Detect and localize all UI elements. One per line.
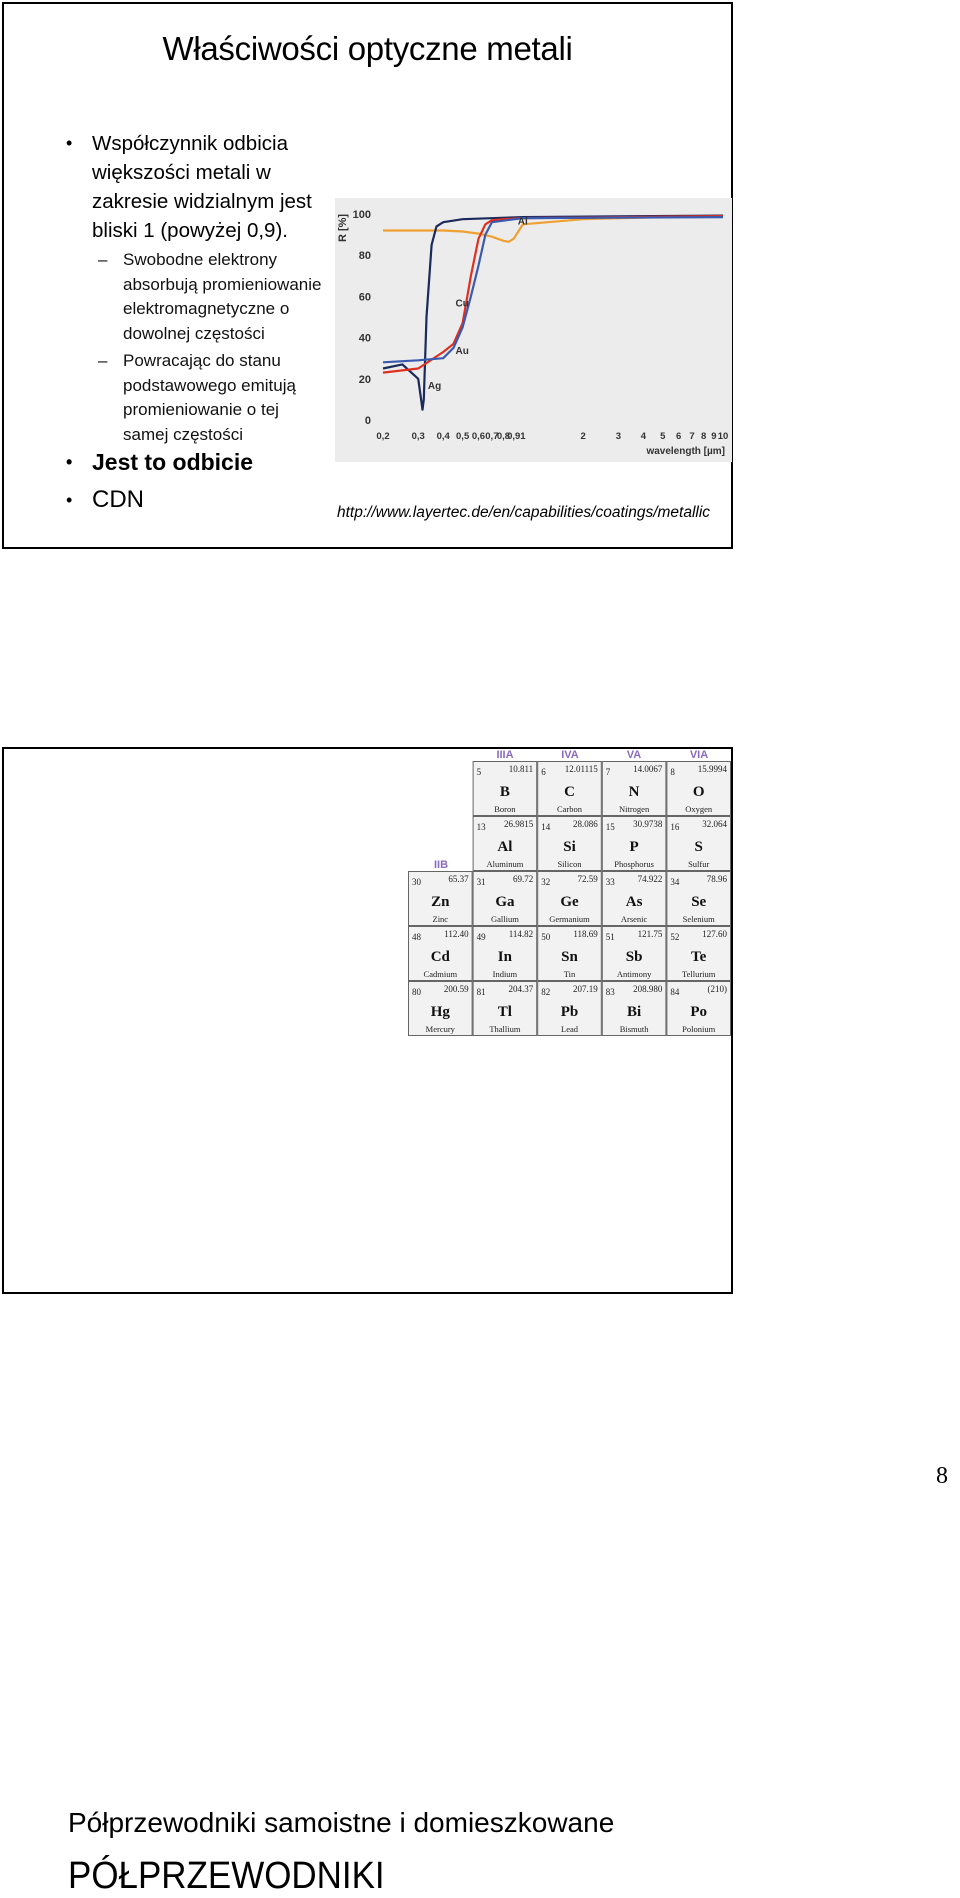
x-tick-label: 7 xyxy=(689,431,695,442)
element-cell xyxy=(538,762,602,816)
x-tick-label: 0,4 xyxy=(436,431,450,442)
atomic-number: 82 xyxy=(541,987,551,997)
y-tick-label: 80 xyxy=(358,250,371,263)
atomic-mass: 28.086 xyxy=(573,819,598,829)
atomic-mass: 12.01115 xyxy=(564,764,598,774)
element-cell xyxy=(667,817,731,871)
element-symbol: Po xyxy=(690,1004,708,1020)
atomic-number: 5 xyxy=(476,767,482,777)
atomic-number: 13 xyxy=(476,822,486,832)
element-symbol: C xyxy=(564,784,575,800)
x-tick-label: 6 xyxy=(675,431,682,442)
atomic-mass: 10.811 xyxy=(508,764,534,774)
atomic-mass: (210) xyxy=(707,984,727,994)
element-symbol: Ga xyxy=(495,894,515,910)
element-symbol: Se xyxy=(691,894,707,910)
element-cell xyxy=(602,982,666,1036)
atomic-number: 15 xyxy=(605,822,615,832)
x-tick-label: 0,2 xyxy=(376,431,390,442)
atomic-number: 16 xyxy=(670,822,680,832)
element-name: Lead xyxy=(561,1024,578,1034)
element-cell xyxy=(602,927,666,981)
element-cell xyxy=(409,927,473,981)
x-tick-label: 0,6 xyxy=(471,431,486,442)
atomic-mass: 15.9994 xyxy=(697,764,727,774)
element-cell xyxy=(538,927,602,981)
atomic-mass: 69.72 xyxy=(512,874,534,884)
element-cell xyxy=(409,982,473,1036)
atomic-number: 81 xyxy=(476,987,486,997)
element-name: Zinc xyxy=(432,914,449,924)
group-header: IVA xyxy=(561,749,579,761)
y-tick-label: 60 xyxy=(358,291,371,304)
element-cell xyxy=(538,817,602,871)
element-cell xyxy=(602,817,666,871)
series-label-al: Al xyxy=(517,216,528,228)
dash-marker: – xyxy=(98,250,108,269)
element-cell xyxy=(473,982,537,1036)
element-symbol: N xyxy=(628,784,640,800)
x-tick-label: 0,7 xyxy=(485,431,499,442)
y-tick-label: 20 xyxy=(358,373,371,386)
group-header: VA xyxy=(626,749,642,761)
element-name: Phosphorus xyxy=(614,859,654,869)
element-name: Oxygen xyxy=(685,804,713,814)
x-tick-label: 0,5 xyxy=(456,431,470,442)
atomic-mass: 208.980 xyxy=(633,984,663,994)
y-axis-label: R [%] xyxy=(337,213,349,243)
element-symbol: P xyxy=(629,839,639,855)
element-symbol: Sn xyxy=(561,949,578,965)
element-name: Tellurium xyxy=(681,969,716,979)
bullet-cdn: • CDN xyxy=(62,485,342,515)
source-url[interactable]: http://www.layertec.de/en/capabilities/coatings/metallic xyxy=(337,504,711,521)
atomic-number: 34 xyxy=(670,877,680,887)
element-symbol: Si xyxy=(563,839,576,855)
atomic-mass: 112.40 xyxy=(444,929,469,939)
atomic-number: 14 xyxy=(541,822,551,832)
reflectance-chart xyxy=(335,198,732,462)
element-symbol: Al xyxy=(497,839,513,855)
atomic-number: 30 xyxy=(412,877,421,887)
element-name: Bismuth xyxy=(619,1024,649,1034)
element-name: Selenium xyxy=(682,914,715,924)
sub-bullet-free-electrons: – Swobodne elektrony absorbują promieniowanie elektromagnetyczne o dowolnej częstości xyxy=(98,250,322,343)
bullet-reflection-coefficient: • Współczynnik odbicia większości metali w zakresie widzialnym jest bliski 1 (powyżej 0,9). xyxy=(62,129,342,245)
atomic-number: 32 xyxy=(541,877,551,887)
element-symbol: Pb xyxy=(560,1004,579,1020)
element-name: Tin xyxy=(563,969,576,979)
element-cell xyxy=(667,927,731,981)
atomic-mass: 118.69 xyxy=(573,929,598,939)
element-symbol: Bi xyxy=(627,1004,642,1020)
slide-heading: PÓŁPRZEWODNIKI xyxy=(68,1855,385,1897)
y-tick-label: 40 xyxy=(358,332,371,345)
atomic-mass: 32.064 xyxy=(702,819,727,829)
atomic-mass: 200.59 xyxy=(443,984,469,994)
element-symbol: Ge xyxy=(560,894,579,910)
element-name: Aluminum xyxy=(486,859,524,869)
x-axis-label: wavelength [µm] xyxy=(646,446,725,457)
x-tick-label: 0,3 xyxy=(411,431,425,442)
element-name: Mercury xyxy=(425,1024,455,1034)
element-name: Nitrogen xyxy=(618,804,650,814)
element-cell xyxy=(473,872,537,926)
element-name: Thallium xyxy=(489,1024,521,1034)
element-symbol: B xyxy=(499,784,510,800)
chart-background xyxy=(335,198,732,462)
group-header: IIB xyxy=(433,859,449,871)
element-symbol: Cd xyxy=(430,949,450,965)
element-name: Indium xyxy=(492,969,518,979)
atomic-number: 51 xyxy=(605,932,615,942)
element-cell xyxy=(473,817,537,871)
bullet-list xyxy=(62,129,342,515)
element-symbol: Tl xyxy=(497,1004,512,1020)
atomic-number: 83 xyxy=(605,987,615,997)
atomic-mass: 127.60 xyxy=(702,929,727,939)
sub-bullet-ground-state: – Powracając do stanu podstawowego emitują promieniowanie o tej samej częstości xyxy=(98,351,296,444)
atomic-mass: 114.82 xyxy=(508,929,534,939)
atomic-number: 80 xyxy=(412,987,421,997)
atomic-number: 33 xyxy=(605,877,615,887)
slide-title: Półprzewodniki samoistne i domieszkowane xyxy=(68,1807,615,1838)
slide-1 xyxy=(2,2,733,549)
element-symbol: Te xyxy=(691,949,707,965)
atomic-number: 52 xyxy=(670,932,680,942)
element-symbol: Sb xyxy=(625,949,643,965)
x-tick-label: 5 xyxy=(660,431,666,442)
element-name: Polonium xyxy=(682,1024,716,1034)
atomic-number: 8 xyxy=(670,767,675,777)
series-label-ag: Ag xyxy=(427,381,442,393)
bullet-reflection-statement: • Jest to odbicie xyxy=(62,447,342,477)
atomic-mass: 72.59 xyxy=(577,874,598,884)
element-name: Arsenic xyxy=(620,914,648,924)
atomic-mass: 78.96 xyxy=(706,874,727,884)
page-number: 8 xyxy=(936,1463,948,1489)
x-tick-label: 10 xyxy=(717,431,729,442)
atomic-mass: 14.0067 xyxy=(633,764,663,774)
atomic-mass: 26.9815 xyxy=(503,819,534,829)
slide-title: Właściwości optyczne metali xyxy=(162,30,573,67)
element-symbol: Zn xyxy=(431,894,450,910)
element-symbol: S xyxy=(694,839,703,855)
atomic-mass: 207.19 xyxy=(573,984,598,994)
element-cell xyxy=(602,762,666,816)
element-cell xyxy=(667,982,731,1036)
atomic-mass: 74.922 xyxy=(637,874,663,884)
series-label-cu: Cu xyxy=(455,298,469,310)
element-name: Carbon xyxy=(556,804,583,814)
dash-marker: – xyxy=(98,351,108,370)
group-header: IIIA xyxy=(496,749,514,761)
atomic-number: 50 xyxy=(541,932,551,942)
x-tick-label: 0,8 xyxy=(496,431,511,442)
group-header: VIA xyxy=(689,749,709,761)
x-tick-label: 8 xyxy=(700,431,707,442)
element-name: Silicon xyxy=(557,859,582,869)
atomic-number: 49 xyxy=(476,932,486,942)
atomic-mass: 121.75 xyxy=(637,929,663,939)
element-name: Cadmium xyxy=(423,969,458,979)
x-tick-label: 4 xyxy=(640,431,647,442)
element-name: Boron xyxy=(494,804,516,814)
x-tick-label: 0,9 xyxy=(507,431,521,442)
atomic-mass: 65.37 xyxy=(448,874,469,884)
element-cell xyxy=(409,872,473,926)
element-symbol: O xyxy=(692,784,705,800)
element-symbol: In xyxy=(497,949,512,965)
atomic-mass: 30.9738 xyxy=(633,819,663,829)
x-tick-label: 9 xyxy=(711,431,717,442)
element-cell xyxy=(473,762,537,816)
x-tick-label: 1 xyxy=(520,431,526,442)
y-tick-label: 100 xyxy=(352,209,371,221)
x-tick-label: 2 xyxy=(580,431,586,442)
periodic-table-fragment xyxy=(408,748,733,1038)
atomic-number: 84 xyxy=(670,987,680,997)
atomic-number: 6 xyxy=(541,767,546,777)
element-name: Germanium xyxy=(549,914,590,924)
element-symbol: Hg xyxy=(430,1004,450,1020)
x-tick-label: 3 xyxy=(615,431,622,442)
element-name: Antimony xyxy=(616,969,652,979)
element-name: Gallium xyxy=(490,914,519,924)
element-cell xyxy=(667,872,731,926)
element-cell xyxy=(473,927,537,981)
element-cell xyxy=(538,982,602,1036)
atomic-mass: 204.37 xyxy=(508,984,534,994)
element-cell xyxy=(667,762,731,816)
element-cell xyxy=(602,872,666,926)
series-label-au: Au xyxy=(455,346,469,358)
atomic-number: 31 xyxy=(476,877,486,887)
element-cell xyxy=(538,872,602,926)
atomic-number: 48 xyxy=(412,932,421,942)
element-symbol: As xyxy=(625,894,643,910)
y-tick-label: 0 xyxy=(364,415,371,427)
element-name: Sulfur xyxy=(688,859,710,869)
atomic-number: 7 xyxy=(605,767,611,777)
